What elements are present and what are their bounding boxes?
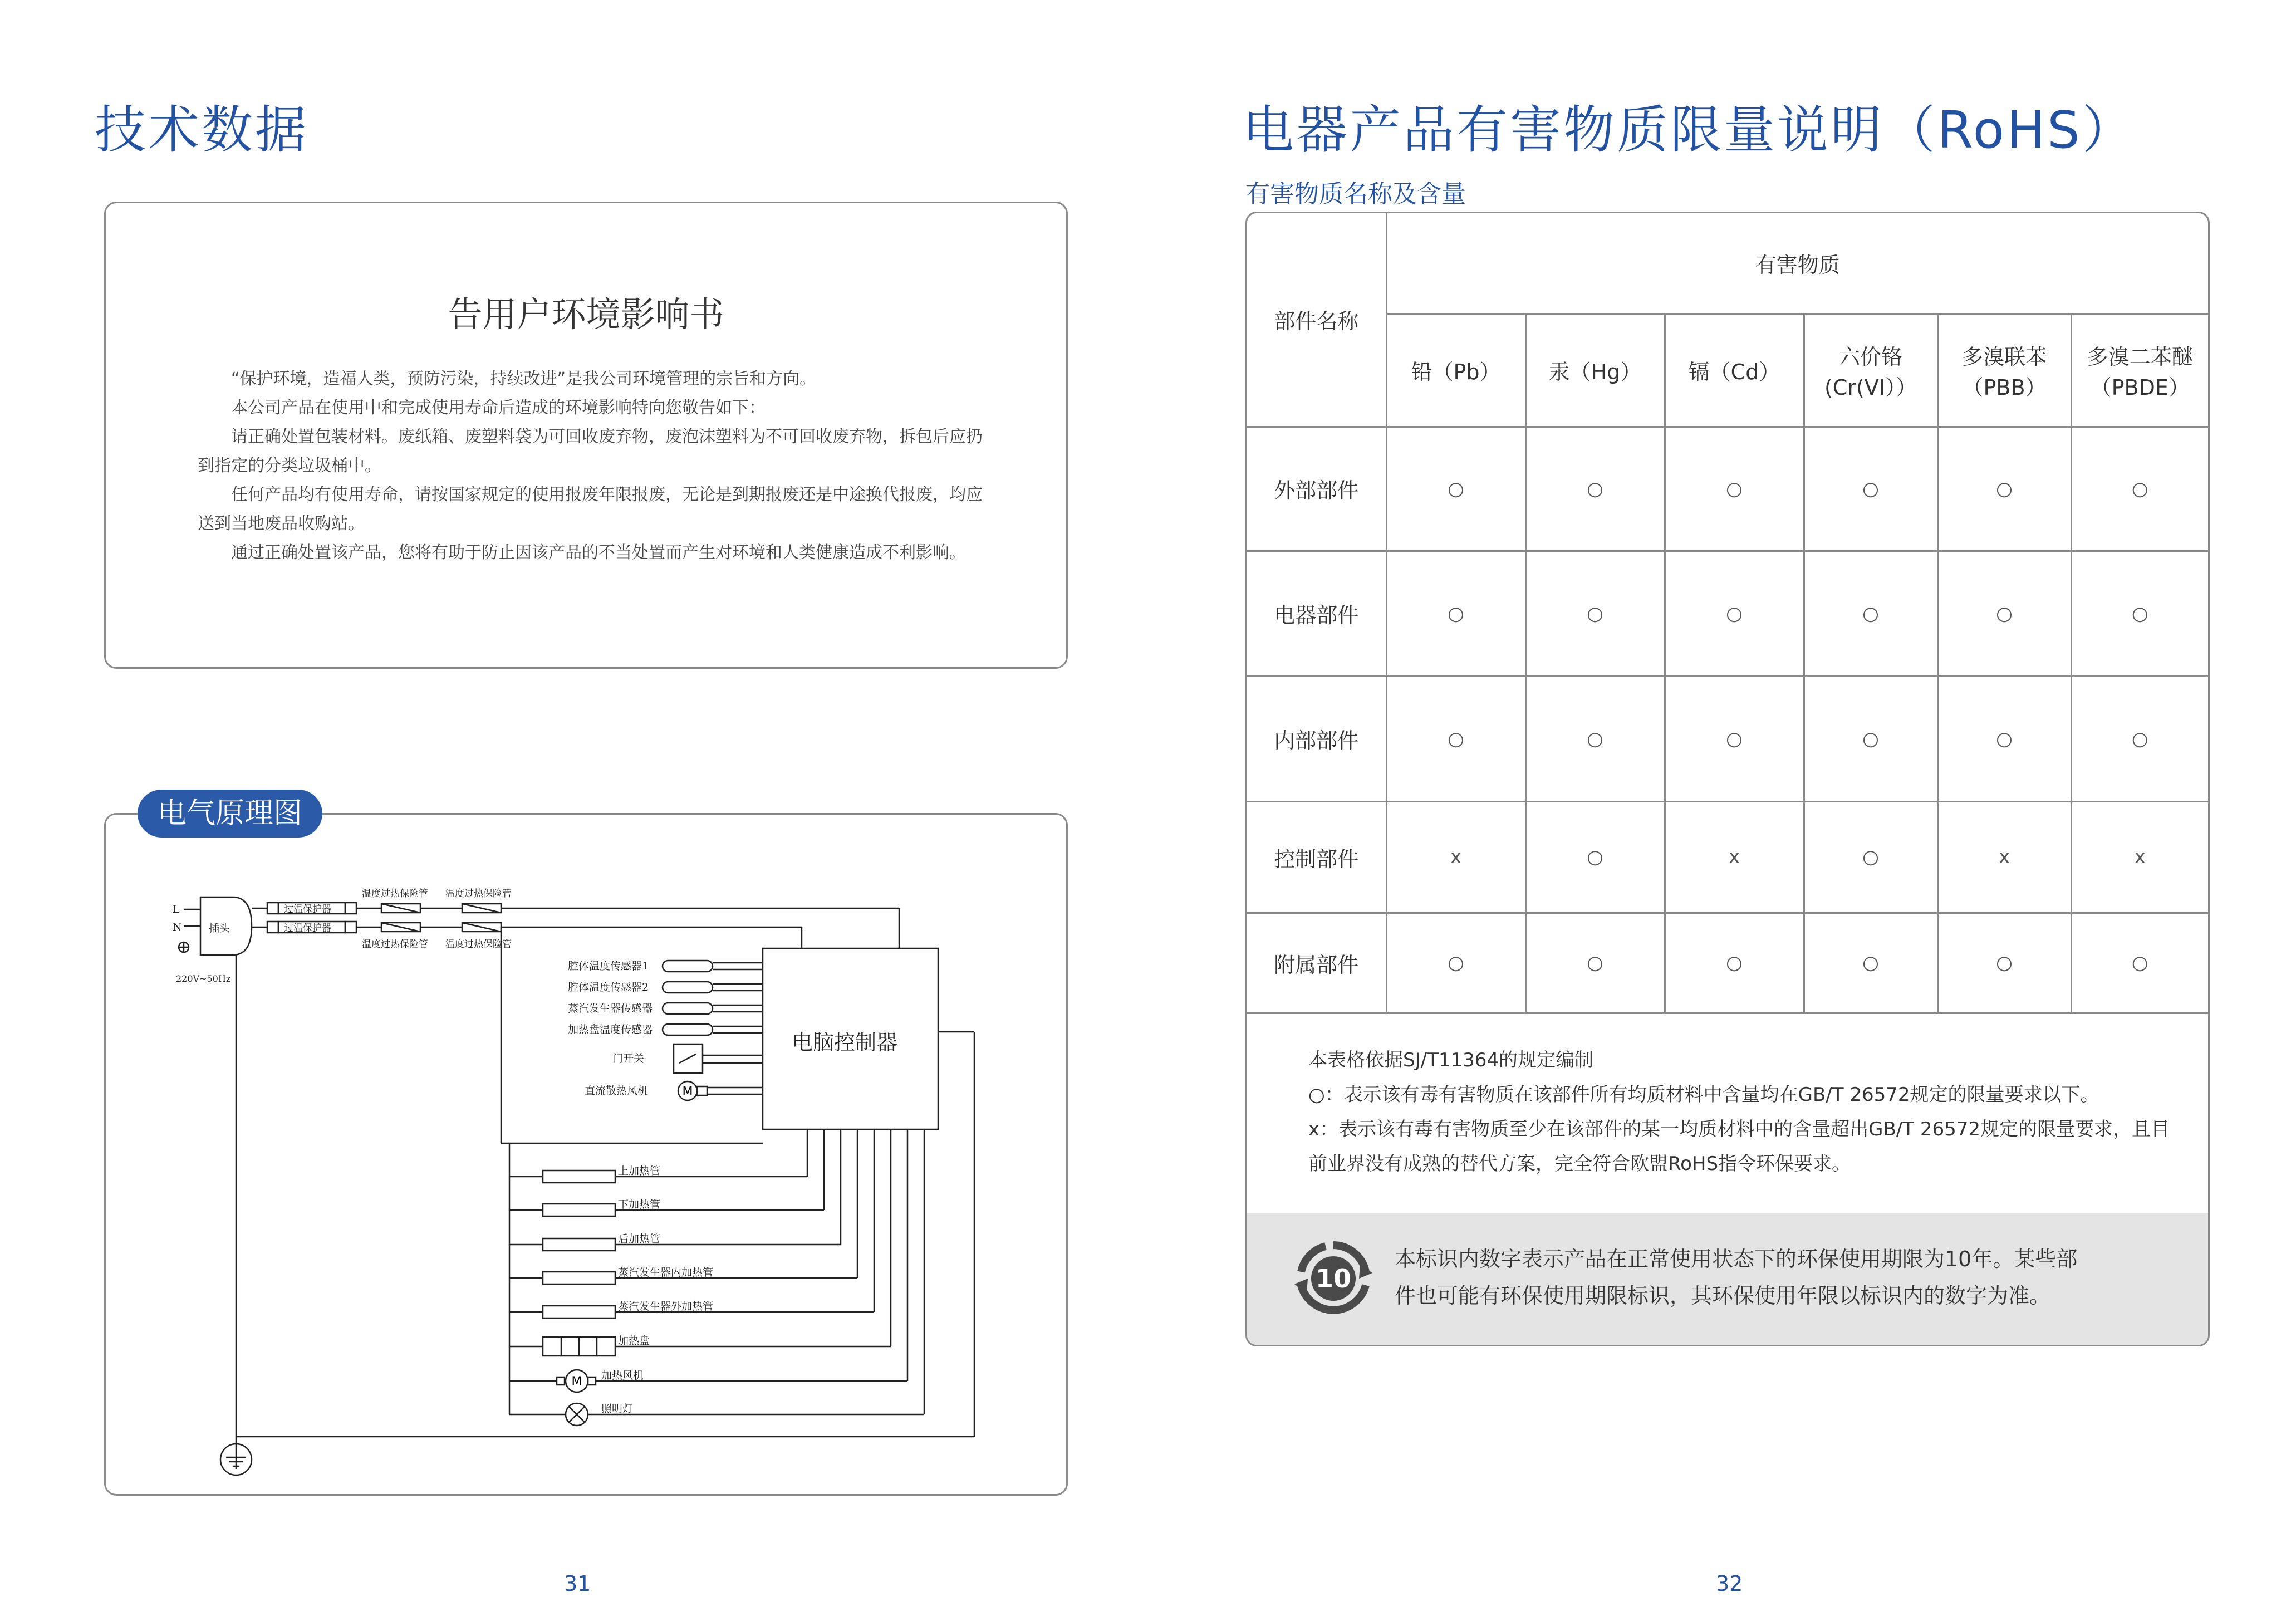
right-page-title: 电器产品有害物质限量说明（RoHS） — [1243, 100, 2136, 160]
eco-period-icon — [1294, 1240, 1372, 1318]
substance-mark: ○ — [2071, 551, 2208, 676]
heater-label: 蒸汽发生器内加热管 — [618, 1266, 714, 1279]
note-line: 本表格依据SJ/T11364的规定编制 — [1308, 1049, 1593, 1071]
column-header: 多溴二苯醚 （PBDE） — [2071, 314, 2208, 427]
substance-mark: ○ — [2071, 676, 2208, 801]
thermal-fuse-label: 温度过热保险管 — [445, 888, 512, 899]
heater-label: 下加热管 — [618, 1198, 661, 1211]
substance-mark: ○ — [1386, 913, 1525, 1013]
substance-mark: ○ — [1525, 427, 1665, 551]
column-header: 汞（Hg） — [1525, 314, 1665, 427]
table-row — [1247, 801, 2208, 913]
eco-text: 本标识内数字表示产品在正常使用状态下的环保使用期限为10年。某些部件也可能有环保使用期限标识，其环保使用年限以标识内的数字为准。 — [1395, 1247, 2078, 1308]
eco-band — [1247, 1213, 2208, 1345]
heater-label: 后加热管 — [618, 1233, 661, 1245]
note-line: x：表示该有毒有害物质至少在该部件的某一均质材料中的含量超出GB/T 26572规定的限量要求，且目前业界没有成熟的替代方案，完全符合欧盟RoHS指令环保要求。 — [1308, 1118, 2170, 1175]
rohs-box — [1245, 212, 2210, 1346]
substance-mark: ○ — [1525, 551, 1665, 676]
controller-label: 电脑控制器 — [792, 1030, 898, 1055]
substance-mark: ○ — [1804, 913, 1937, 1013]
column-header: 六价铬 (Cr(VI）） — [1804, 314, 1937, 427]
substance-mark: ○ — [1937, 427, 2071, 551]
rohs-table — [1247, 213, 2208, 1014]
part-name: 外部部件 — [1247, 427, 1386, 551]
table-row — [1247, 913, 2208, 1013]
sensor-label: 加热盘温度传感器 — [568, 1023, 653, 1036]
left-page-title: 技术数据 — [95, 100, 309, 160]
column-header: 多溴联苯 （PBB） — [1937, 314, 2071, 427]
substance-mark: ○ — [1804, 551, 1937, 676]
table-notes — [1308, 1043, 2177, 1181]
fuse-label: 过温保护器 — [284, 923, 331, 934]
plug-label: 插头 — [209, 922, 230, 934]
notice-paragraph: 请正确处置包装材料。废纸箱、废塑料袋为可回收废弃物，废泡沫塑料为不可回收废弃物，拆包后应扔到指定的分类垃圾桶中。 — [198, 427, 983, 476]
page-number-right: 32 — [1716, 1571, 1743, 1596]
substance-mark: x — [1386, 801, 1525, 913]
table-subtitle: 有害物质名称及含量 — [1245, 180, 1466, 208]
group-header: 有害物质 — [1386, 213, 2208, 314]
thermal-fuse-label: 温度过热保险管 — [362, 888, 428, 899]
lamp-label: 照明灯 — [601, 1403, 634, 1415]
substance-mark: ○ — [1665, 551, 1804, 676]
substance-mark: ○ — [2071, 427, 2208, 551]
page-number-left: 31 — [564, 1571, 591, 1596]
door-switch-label: 门开关 — [612, 1052, 645, 1065]
sensor-label: 蒸汽发生器传感器 — [568, 1002, 653, 1015]
substance-mark: x — [2071, 801, 2208, 913]
thermal-fuse-label: 温度过热保险管 — [362, 939, 428, 950]
notice-title: 告用户环境影响书 — [448, 294, 724, 335]
substance-mark: ○ — [1937, 676, 2071, 801]
substance-mark: ○ — [1937, 913, 2071, 1013]
heater-label: 蒸汽发生器外加热管 — [618, 1300, 714, 1313]
substance-mark: ○ — [1665, 427, 1804, 551]
note-line: ○：表示该有毒有害物质在该部件所有均质材料中含量均在GB/T 26572规定的限量要求以下。 — [1308, 1084, 2099, 1106]
substance-mark: x — [1665, 801, 1804, 913]
substance-mark: ○ — [1525, 913, 1665, 1013]
substance-mark: ○ — [1804, 801, 1937, 913]
svg-text:M: M — [682, 1085, 693, 1099]
substance-mark: ○ — [1665, 913, 1804, 1013]
heater-label: 上加热管 — [618, 1165, 661, 1177]
notice-paragraph: “保护环境，造福人类，预防污染，持续改进”是我公司环境管理的宗旨和方向。 — [231, 369, 817, 389]
substance-mark: ○ — [1386, 676, 1525, 801]
part-name: 控制部件 — [1247, 801, 1386, 913]
hot-plate-label: 加热盘 — [618, 1335, 650, 1347]
part-name: 附属部件 — [1247, 913, 1386, 1013]
substance-mark: ○ — [2071, 913, 2208, 1013]
sensor-label: 腔体温度传感器1 — [568, 960, 649, 972]
svg-text:M: M — [571, 1375, 582, 1389]
label-n: N — [173, 921, 182, 933]
sensor-label: 腔体温度传感器2 — [568, 981, 649, 993]
dc-fan-motor-icon — [683, 1085, 693, 1099]
wiring-diagram — [106, 815, 1066, 1494]
voltage-label: 220V~50Hz — [176, 973, 231, 984]
substance-mark: ○ — [1525, 801, 1665, 913]
notice-body — [198, 365, 983, 567]
substance-mark: ○ — [1665, 676, 1804, 801]
substance-mark: x — [1937, 801, 2071, 913]
substance-mark: ○ — [1937, 551, 2071, 676]
label-l: L — [173, 903, 180, 915]
column-header: 镉（Cd） — [1665, 314, 1804, 427]
substance-mark: ○ — [1804, 676, 1937, 801]
part-name: 内部部件 — [1247, 676, 1386, 801]
svg-text:10: 10 — [1315, 1264, 1352, 1294]
part-header: 部件名称 — [1247, 213, 1386, 427]
table-row — [1247, 551, 2208, 676]
notice-paragraph: 通过正确处置该产品，您将有助于防止因该产品的不当处置而产生对环境和人类健康造成不利影响。 — [231, 543, 966, 562]
environment-notice-box — [104, 202, 1068, 669]
substance-mark: ○ — [1525, 676, 1665, 801]
heat-fan-label: 加热风机 — [601, 1369, 644, 1382]
fuse-label: 过温保护器 — [284, 904, 331, 915]
substance-mark: ○ — [1386, 551, 1525, 676]
column-header: 铅（Pb） — [1386, 314, 1525, 427]
notice-paragraph: 本公司产品在使用中和完成使用寿命后造成的环境影响特向您敬告如下： — [231, 398, 766, 418]
heat-fan-motor-icon — [572, 1375, 582, 1389]
substance-mark: ○ — [1386, 427, 1525, 551]
dc-fan-label: 直流散热风机 — [585, 1085, 649, 1097]
notice-paragraph: 任何产品均有使用寿命，请按国家规定的使用报废年限报废，无论是到期报废还是中途换代报废，均应送到当地废品收购站。 — [198, 485, 983, 533]
diagram-box — [104, 813, 1068, 1496]
diagram-heading: 电气原理图 — [138, 790, 322, 838]
table-row — [1247, 427, 2208, 551]
part-name: 电器部件 — [1247, 551, 1386, 676]
substance-mark: ○ — [1804, 427, 1937, 551]
table-row — [1247, 676, 2208, 801]
thermal-fuse-label: 温度过热保险管 — [445, 939, 512, 950]
